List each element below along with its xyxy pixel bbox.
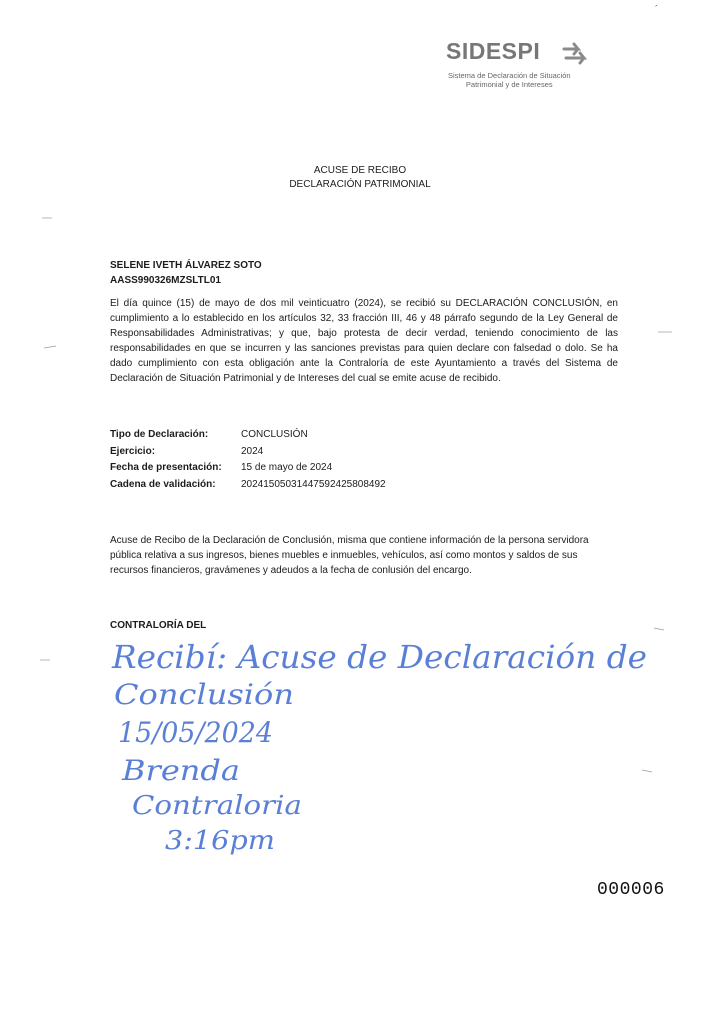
detail-row xyxy=(110,444,386,461)
detail-value: 15 de mayo de 2024 xyxy=(241,462,333,473)
sidespi-logo xyxy=(446,38,596,90)
logo-title: SIDESPI xyxy=(446,38,541,64)
document-header xyxy=(210,164,510,192)
declaration-details xyxy=(110,427,386,493)
detail-label: Cadena de validación: xyxy=(110,478,216,490)
recipient-name: SELENE IVETH ÁLVAREZ SOTO xyxy=(110,260,262,271)
recipient-rfc: AASS990326MZSLTL01 xyxy=(110,275,221,286)
handwritten-line2: Conclusión xyxy=(114,678,294,711)
detail-label: Tipo de Declaración: xyxy=(110,429,209,440)
handwritten-line3: 15/05/2024 xyxy=(118,716,273,749)
handwritten-line6: 3:16pm xyxy=(165,826,275,856)
detail-value: CONCLUSIÓN xyxy=(241,429,308,440)
handwritten-line1: Recibí: Acuse de Declaración de xyxy=(110,638,647,676)
detail-label: Fecha de presentación: xyxy=(110,462,222,473)
handwritten-line4: Brenda xyxy=(120,754,240,787)
corner-mark: ´ xyxy=(655,4,658,14)
scan-speck xyxy=(642,770,652,772)
detail-row xyxy=(110,477,386,494)
scan-speck xyxy=(44,346,56,348)
logo-subtitle xyxy=(448,71,571,89)
detail-value: 2024 xyxy=(241,445,264,457)
contraloria-label: CONTRALORÍA DEL xyxy=(110,620,207,631)
logo-subtitle-line2: Patrimonial y de Intereses xyxy=(465,80,553,89)
document-number: 000006 xyxy=(597,880,665,900)
detail-value: 20241505031447592425808492 xyxy=(241,478,386,490)
detail-row xyxy=(110,427,386,444)
scan-speck xyxy=(654,628,664,630)
header-line2: DECLARACIÓN PATRIMONIAL xyxy=(289,179,431,190)
recipient-block xyxy=(110,258,262,288)
detail-label: Ejercicio: xyxy=(110,445,156,457)
closing-paragraph: Acuse de Recibo de la Declaración de Conclusión, misma que contiene información de la persona servidora pública relativa a sus ingresos, bienes muebles e inmuebles, vehículos, así como montos y saldos de sus recursos financieros, gravámenes y adeudos a la fecha de conlusión del encargo. xyxy=(110,535,589,576)
body-paragraph: El día quince (15) de mayo de dos mil veinticuatro (2024), se recibió su DECLARACIÓN CONCLUSIÓN, en cumplimiento a lo establecido en los artículos 32, 33 fracción III, 46 y 48 párrafo segundo de la Ley General de Responsabilidades Administrativas; y que, bajo protesta de decir verdad, teniendo conocimiento de las responsabilidades en que se incurren y las sanciones previstas para quien declare con falsedad o dolo. Se ha dado cumplimiento con esta obligación ante la Contraloría de este Ayuntamiento a través del Sistema de Declaración de Situación Patrimonial y de Intereses del cual se emite acuse de recibido. xyxy=(110,298,618,384)
logo-arrow-icon xyxy=(562,40,592,68)
logo-subtitle-line1: Sistema de Declaración de Situación xyxy=(448,71,571,80)
handwritten-line5: Contraloria xyxy=(132,791,302,821)
detail-row xyxy=(110,460,386,477)
header-line1: ACUSE DE RECIBO xyxy=(313,165,407,176)
